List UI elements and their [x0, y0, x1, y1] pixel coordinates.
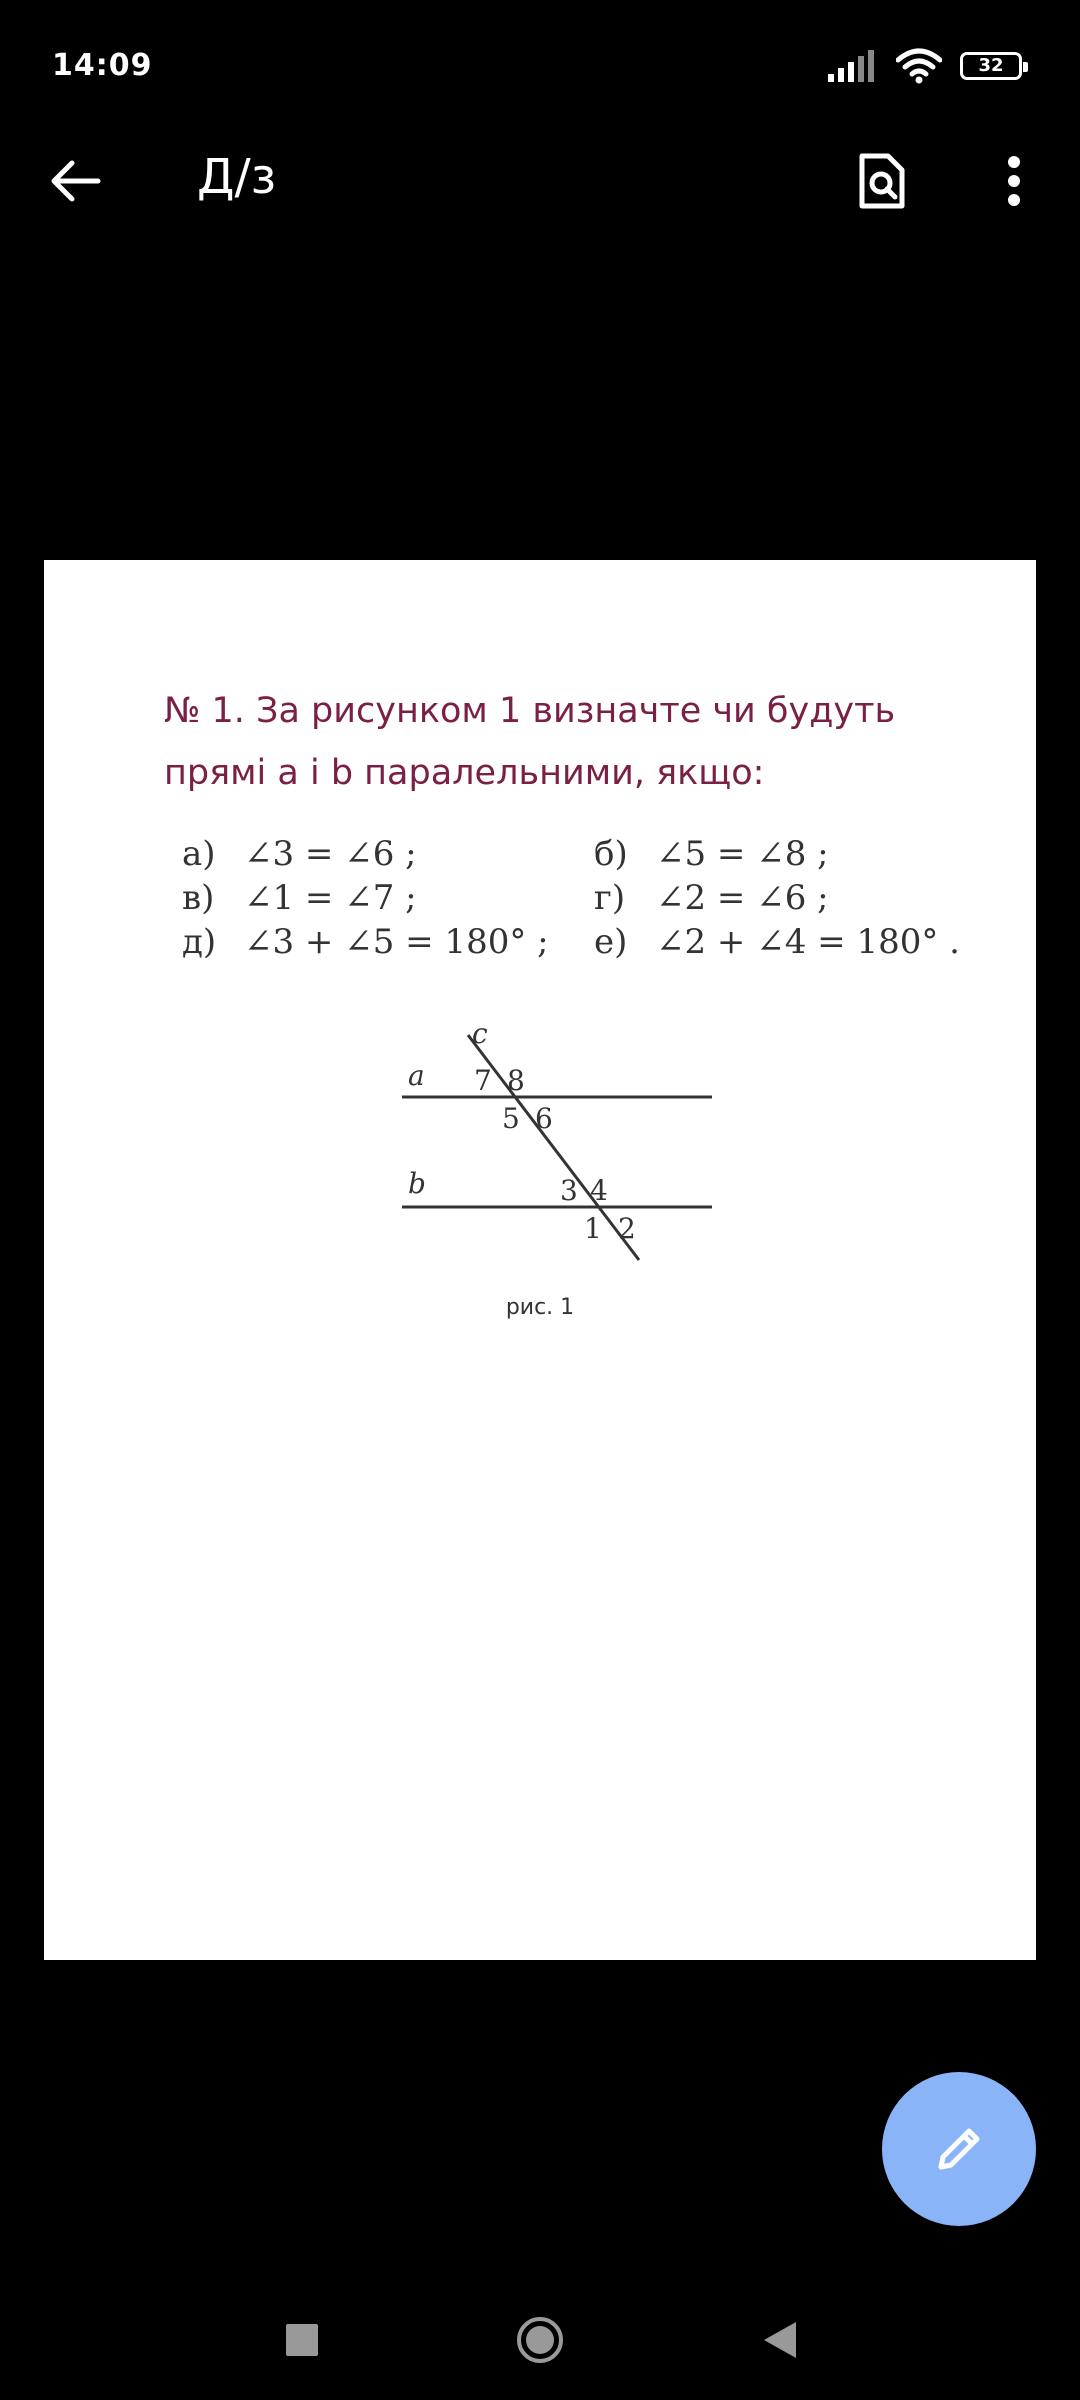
- angle-label-1: 1: [584, 1212, 602, 1245]
- system-nav-bar: [0, 2280, 1080, 2400]
- status-icons: [828, 46, 1022, 86]
- label-c: c: [472, 1017, 488, 1050]
- square-icon: [285, 2323, 319, 2357]
- angle-label-6: 6: [535, 1102, 553, 1135]
- edit-fab-button[interactable]: [882, 2072, 1036, 2226]
- conditions-list: [182, 832, 1002, 964]
- line-c: [468, 1035, 639, 1260]
- angle-label-8: 8: [507, 1064, 525, 1097]
- problem-title-line-2: прямі a і b паралельними, якщо:: [164, 753, 765, 793]
- back-nav-button[interactable]: [740, 2300, 820, 2380]
- angle-label-4: 4: [590, 1174, 608, 1207]
- condition-g: г) ∠2 = ∠6 ;: [594, 878, 829, 918]
- angle-label-3: 3: [560, 1174, 578, 1207]
- circle-icon: [515, 2315, 565, 2365]
- condition-b: б) ∠5 = ∠8 ;: [594, 834, 829, 874]
- battery-icon: [960, 52, 1022, 80]
- pencil-icon: [931, 2121, 987, 2177]
- triangle-back-icon: [762, 2320, 798, 2360]
- angle-label-5: 5: [502, 1102, 520, 1135]
- label-a: a: [408, 1059, 425, 1092]
- home-button[interactable]: [500, 2300, 580, 2380]
- document-search-icon: [858, 152, 906, 210]
- more-vert-icon: [1007, 156, 1021, 206]
- condition-a: а) ∠3 = ∠6 ;: [182, 834, 417, 874]
- more-options-button[interactable]: [978, 145, 1050, 217]
- condition-e: е) ∠2 + ∠4 = 180° .: [594, 922, 960, 962]
- condition-d: д) ∠3 + ∠5 = 180° ;: [182, 922, 549, 962]
- back-button[interactable]: [40, 145, 112, 217]
- problem-title-line-1: № 1. За рисунком 1 визначте чи будуть: [164, 691, 896, 731]
- angle-label-2: 2: [618, 1212, 636, 1245]
- status-bar: [0, 0, 1080, 135]
- problem-title: [164, 680, 964, 804]
- recents-button[interactable]: [262, 2300, 342, 2380]
- arrow-left-icon: [50, 159, 102, 203]
- angle-label-7: 7: [474, 1064, 492, 1097]
- label-b: b: [408, 1167, 426, 1200]
- wifi-icon: [896, 48, 942, 84]
- document-page: [44, 560, 1036, 1960]
- geometry-figure: [394, 1015, 714, 1275]
- status-time: 14:09: [52, 48, 153, 83]
- app-bar: [0, 135, 1080, 225]
- document-search-button[interactable]: [846, 145, 918, 217]
- battery-level: 32: [978, 55, 1004, 76]
- condition-v: в) ∠1 = ∠7 ;: [182, 878, 417, 918]
- signal-icon: [828, 50, 878, 82]
- figure-caption: рис. 1: [505, 1295, 575, 1320]
- page-title: Д/з: [197, 149, 277, 205]
